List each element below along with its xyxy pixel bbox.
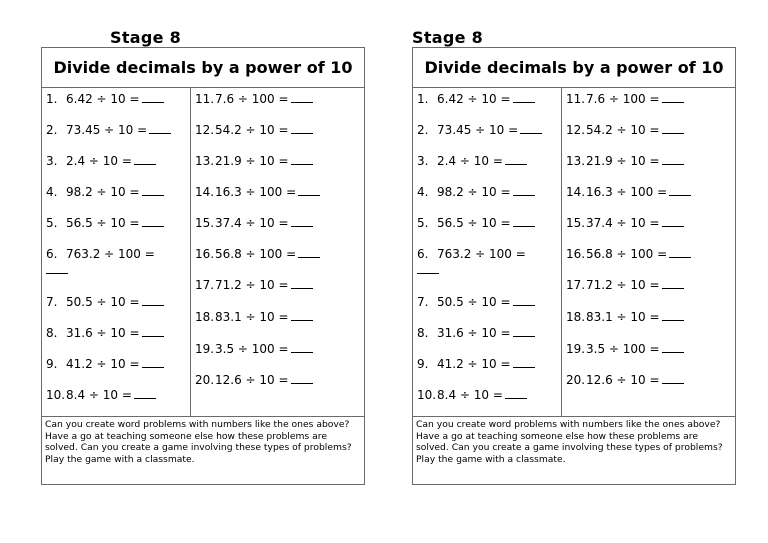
problem-number: 18. (566, 310, 586, 324)
answer-blank[interactable] (662, 215, 684, 227)
answer-blank[interactable] (291, 153, 313, 165)
problem-item (417, 325, 535, 341)
problem-item (566, 277, 684, 293)
problem-item (46, 325, 164, 341)
problem-expression: 50.5 ÷ 10 = (66, 295, 140, 309)
problem-item (417, 387, 527, 403)
problem-expression: 37.4 ÷ 10 = (215, 216, 289, 230)
problem-item (417, 294, 535, 310)
problem-number: 13. (566, 154, 586, 168)
footer-prompt: Can you create word problems with numbers like the ones above? Have a go at teaching someone else how these problems are solved. Can you create a game involving these types of problems? Play the game with a classmate. (45, 419, 352, 465)
problem-item (417, 122, 542, 138)
problem-number: 6. (46, 247, 58, 261)
answer-blank[interactable] (291, 309, 313, 321)
answer-blank[interactable] (513, 294, 535, 306)
problem-expression: 3.5 ÷ 100 = (215, 342, 289, 356)
answer-blank[interactable] (513, 184, 535, 196)
problem-item (195, 246, 320, 262)
problem-item (566, 153, 684, 169)
problem-expression: 3.5 ÷ 100 = (586, 342, 660, 356)
answer-blank[interactable] (662, 372, 684, 384)
problem-item (417, 356, 535, 372)
problem-item (46, 356, 164, 372)
answer-blank[interactable] (134, 153, 156, 165)
problem-expression: 50.5 ÷ 10 = (437, 295, 511, 309)
problem-expression: 2.4 ÷ 10 = (66, 154, 132, 168)
problem-expression: 56.8 ÷ 100 = (586, 247, 668, 261)
problem-expression: 763.2 ÷ 100 = (66, 247, 155, 261)
problem-item (417, 153, 527, 169)
problem-expression: 41.2 ÷ 10 = (66, 357, 140, 371)
worksheet-box (412, 47, 736, 485)
column-divider (561, 88, 562, 416)
answer-blank[interactable] (149, 122, 171, 134)
answer-blank[interactable] (291, 341, 313, 353)
problem-expression: 7.6 ÷ 100 = (215, 92, 289, 106)
answer-blank[interactable] (662, 91, 684, 103)
problem-expression: 6.42 ÷ 10 = (66, 92, 140, 106)
problem-expression: 71.2 ÷ 10 = (586, 278, 660, 292)
problem-item (195, 122, 313, 138)
problem-item (417, 246, 526, 278)
problem-expression: 56.5 ÷ 10 = (437, 216, 511, 230)
answer-blank[interactable] (505, 387, 527, 399)
problem-expression: 56.8 ÷ 100 = (215, 247, 297, 261)
problem-item (566, 341, 684, 357)
problem-item (195, 153, 313, 169)
answer-blank[interactable] (513, 215, 535, 227)
problem-number: 14. (566, 185, 586, 199)
problem-expression: 8.4 ÷ 10 = (66, 388, 132, 402)
problem-item (195, 215, 313, 231)
problem-number: 12. (195, 123, 215, 137)
problem-expression: 8.4 ÷ 10 = (437, 388, 503, 402)
problem-expression: 71.2 ÷ 10 = (215, 278, 289, 292)
answer-blank[interactable] (662, 309, 684, 321)
problem-number: 16. (566, 247, 586, 261)
problem-number: 6. (417, 247, 429, 261)
problem-expression: 98.2 ÷ 10 = (437, 185, 511, 199)
answer-blank[interactable] (513, 356, 535, 368)
problem-grid (42, 88, 364, 417)
problem-number: 14. (195, 185, 215, 199)
problem-expression: 763.2 ÷ 100 = (437, 247, 526, 261)
answer-blank[interactable] (142, 91, 164, 103)
footer-prompt: Can you create word problems with numbers like the ones above? Have a go at teaching someone else how these problems are solved. Can you create a game involving these types of problems? Play the game with a classmate. (416, 419, 723, 465)
problem-number: 1. (46, 92, 58, 106)
answer-blank[interactable] (134, 387, 156, 399)
worksheet-box (41, 47, 365, 485)
problem-number: 19. (566, 342, 586, 356)
problem-number: 17. (566, 278, 586, 292)
problem-number: 4. (46, 185, 58, 199)
problem-number: 11. (195, 92, 215, 106)
problem-expression: 56.5 ÷ 10 = (66, 216, 140, 230)
problem-item (46, 153, 156, 169)
problem-grid (413, 88, 735, 417)
problem-expression: 16.3 ÷ 100 = (586, 185, 668, 199)
problem-expression: 54.2 ÷ 10 = (586, 123, 660, 137)
answer-blank[interactable] (662, 277, 684, 289)
answer-blank[interactable] (298, 184, 320, 196)
problem-number: 11. (566, 92, 586, 106)
answer-blank[interactable] (142, 356, 164, 368)
stage-heading: Stage 8 (110, 28, 182, 47)
answer-blank[interactable] (513, 325, 535, 337)
problem-item (566, 246, 691, 262)
problem-expression: 21.9 ÷ 10 = (586, 154, 660, 168)
problem-item (566, 309, 684, 325)
problem-item (417, 91, 535, 107)
problem-number: 3. (417, 154, 429, 168)
problem-item (566, 91, 684, 107)
answer-blank[interactable] (291, 277, 313, 289)
answer-blank[interactable] (291, 91, 313, 103)
problem-number: 15. (195, 216, 215, 230)
problem-number: 16. (195, 247, 215, 261)
problem-expression: 73.45 ÷ 10 = (66, 123, 148, 137)
problem-expression: 2.4 ÷ 10 = (437, 154, 503, 168)
problem-number: 7. (417, 295, 429, 309)
problem-expression: 12.6 ÷ 10 = (215, 373, 289, 387)
answer-blank[interactable] (669, 184, 691, 196)
problem-number: 12. (566, 123, 586, 137)
answer-blank[interactable] (513, 91, 535, 103)
problem-item (566, 372, 684, 388)
answer-blank[interactable] (520, 122, 542, 134)
answer-blank[interactable] (505, 153, 527, 165)
answer-blank[interactable] (142, 325, 164, 337)
problem-item (195, 277, 313, 293)
worksheet-title: Divide decimals by a power of 10 (413, 48, 735, 88)
problem-number: 17. (195, 278, 215, 292)
problem-number: 4. (417, 185, 429, 199)
problem-item (46, 215, 164, 231)
answer-blank[interactable] (142, 184, 164, 196)
answer-blank[interactable] (669, 246, 691, 258)
problem-item (195, 372, 313, 388)
problem-expression: 12.6 ÷ 10 = (586, 373, 660, 387)
answer-blank[interactable] (291, 372, 313, 384)
problem-number: 1. (417, 92, 429, 106)
problem-expression: 6.42 ÷ 10 = (437, 92, 511, 106)
problem-number: 7. (46, 295, 58, 309)
problem-expression: 31.6 ÷ 10 = (437, 326, 511, 340)
problem-expression: 16.3 ÷ 100 = (215, 185, 297, 199)
problem-item (195, 91, 313, 107)
answer-blank[interactable] (142, 215, 164, 227)
problem-item (566, 184, 691, 200)
problem-item (46, 91, 164, 107)
problem-expression: 54.2 ÷ 10 = (215, 123, 289, 137)
problem-number: 3. (46, 154, 58, 168)
problem-number: 20. (195, 373, 215, 387)
answer-blank[interactable] (662, 122, 684, 134)
problem-item (417, 215, 535, 231)
problem-item (46, 184, 164, 200)
problem-expression: 83.1 ÷ 10 = (215, 310, 289, 324)
answer-blank[interactable] (662, 153, 684, 165)
problem-expression: 41.2 ÷ 10 = (437, 357, 511, 371)
problem-expression: 21.9 ÷ 10 = (215, 154, 289, 168)
answer-blank[interactable] (291, 215, 313, 227)
problem-item (46, 122, 171, 138)
problem-number: 9. (46, 357, 58, 371)
problem-expression: 98.2 ÷ 10 = (66, 185, 140, 199)
problem-number: 20. (566, 373, 586, 387)
problem-number: 5. (46, 216, 58, 230)
problem-item (195, 309, 313, 325)
problem-item (566, 122, 684, 138)
problem-number: 9. (417, 357, 429, 371)
answer-blank[interactable] (417, 262, 439, 274)
problem-item (195, 341, 313, 357)
worksheet-title: Divide decimals by a power of 10 (42, 48, 364, 88)
problem-number: 18. (195, 310, 215, 324)
problem-number: 2. (417, 123, 429, 137)
column-divider (190, 88, 191, 416)
problem-number: 15. (566, 216, 586, 230)
problem-item (46, 294, 164, 310)
problem-item (195, 184, 320, 200)
answer-blank[interactable] (46, 262, 68, 274)
problem-number: 13. (195, 154, 215, 168)
answer-blank[interactable] (142, 294, 164, 306)
problem-number: 10. (417, 388, 437, 402)
problem-number: 10. (46, 388, 66, 402)
problem-number: 2. (46, 123, 58, 137)
problem-number: 19. (195, 342, 215, 356)
answer-blank[interactable] (291, 122, 313, 134)
problem-item (417, 184, 535, 200)
problem-item (46, 387, 156, 403)
stage-heading: Stage 8 (412, 28, 484, 47)
answer-blank[interactable] (662, 341, 684, 353)
problem-expression: 37.4 ÷ 10 = (586, 216, 660, 230)
problem-item (566, 215, 684, 231)
problem-number: 5. (417, 216, 429, 230)
problem-item (46, 246, 155, 278)
problem-number: 8. (417, 326, 429, 340)
problem-expression: 7.6 ÷ 100 = (586, 92, 660, 106)
problem-expression: 73.45 ÷ 10 = (437, 123, 519, 137)
problem-number: 8. (46, 326, 58, 340)
problem-expression: 31.6 ÷ 10 = (66, 326, 140, 340)
answer-blank[interactable] (298, 246, 320, 258)
problem-expression: 83.1 ÷ 10 = (586, 310, 660, 324)
